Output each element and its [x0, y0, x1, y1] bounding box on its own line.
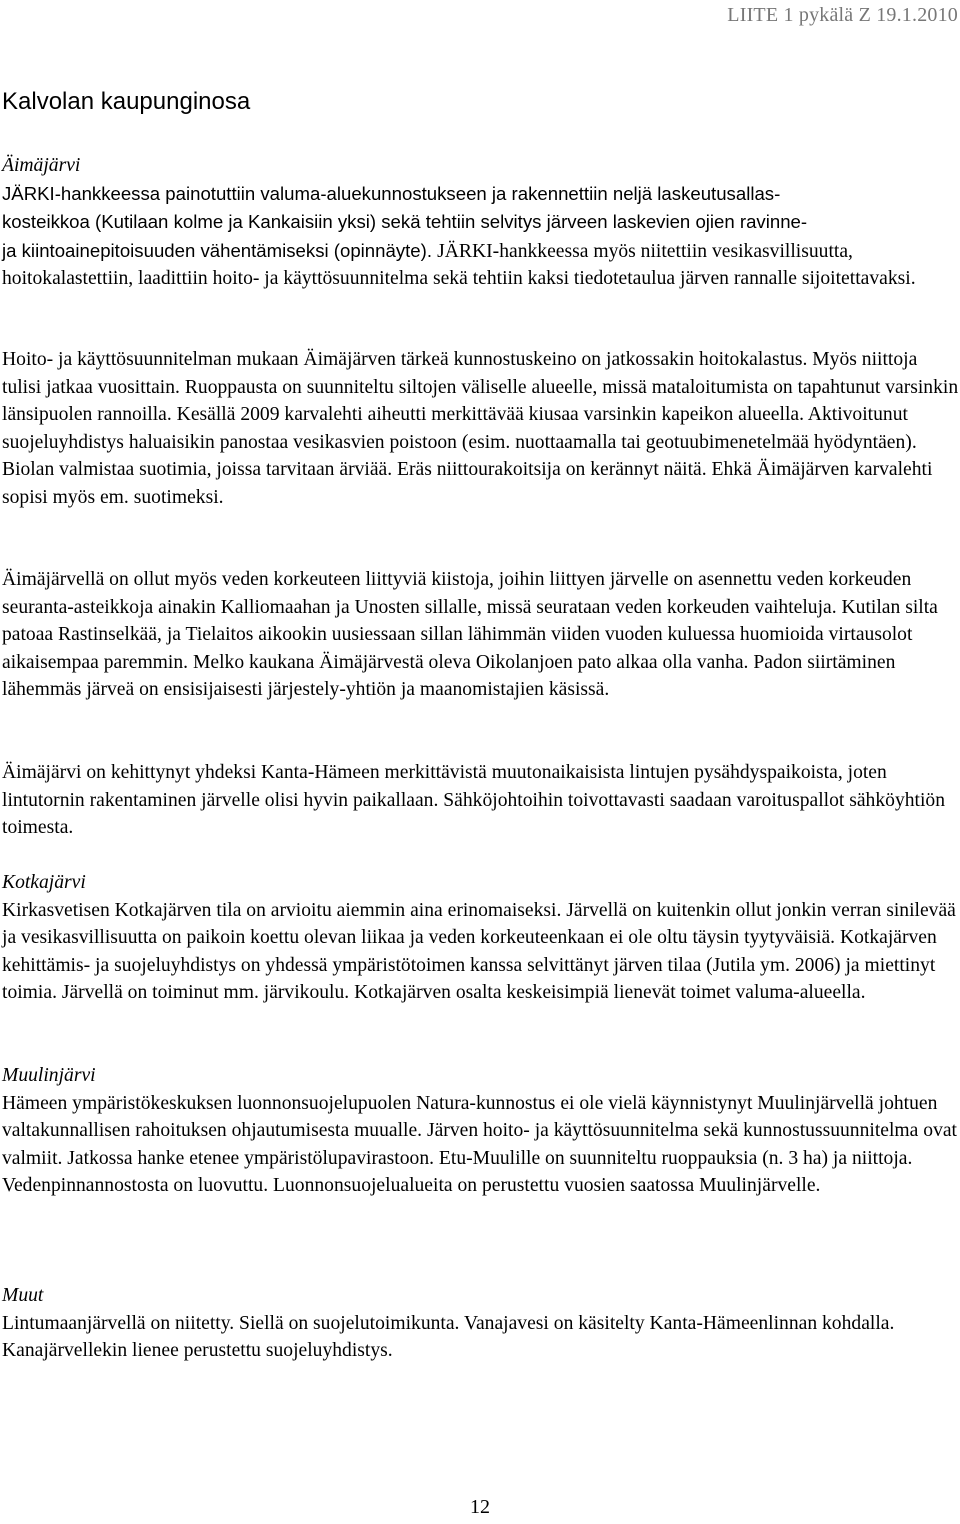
section-title-kotkajarvi: Kotkajärvi: [2, 872, 86, 893]
section-title-muulinjarvi: Muulinjärvi: [2, 1065, 96, 1086]
paragraph-muut: Lintumaanjärvellä on niitetty. Siellä on suojelutoimikunta. Vanajavesi on käsitelty Kanta-Hämeenlinnan kohdalla. Kanajärvellekin lienee perustettu suojeluyhdistys.: [2, 1312, 895, 1361]
section-muulinjarvi: [2, 1062, 960, 1200]
section-kotkajarvi: [2, 869, 960, 1007]
district-title: Kalvolan kaupunginosa: [2, 88, 251, 115]
paragraph-aimajarvi-3: Äimäjärvellä on ollut myös veden korkeuteen liittyviä kiistoja, joihin liittyen järvelle on asennettu veden korkeuden seuranta-asteikkoja ainakin Kalliomaahan ja Unosten sillalle, missä seurataan veden korkeuden vaihteluja. Kutilan silta patoaa Rastinselkää, ja Tielaitos aikookin uusiessaan sillan lähimmän viiden vuoden kuluessa huomioida virtausolot aikaisempaa paremmin. Melko kaukana Äimäjärvestä oleva Oikolanjoen pato alkaa olla vanha. Padon siirtäminen lähemmäs järveä on ensisijaisesti järjestely-yhtiön ja maanomistajien käsissä.: [2, 569, 938, 700]
paragraph-aimajarvi-4: Äimäjärvi on kehittynyt yhdeksi Kanta-Hämeen merkittävistä muutonaikaisista lintujen pysähdyspaikoista, joten lintutornin rakentaminen järvelle olisi hyvin paikallaan. Sähköjohtoihin toivottavasti saadaan varoituspallot sähköyhtiön toimesta.: [2, 762, 946, 838]
paragraph-sans-line: ja kiintoainepitoisuuden vähentämiseksi (opinnäyte).: [2, 239, 438, 261]
section-muut: [2, 1282, 960, 1365]
paragraph-sans-line: JÄRKI-hankkeessa painotuttiin valuma-aluekunnostukseen ja rakennettiin neljä laskeutusallas-: [2, 182, 781, 204]
paragraph-muulinjarvi: Hämeen ympäristökeskuksen luonnonsuojelupuolen Natura-kunnostus ei ole vielä käynnistynyt Muulinjärvellä johtuen valtakunnallisen rahoituksen ohjautumisesta muualle. Järven hoito- ja käyttösuunnitelma sekä kunnostussuunnitelma ovat valmiit. Jatkossa hanke etenee ympäristölupavirastoon. Etu-Muulille on suunniteltu ruoppauksia (n. 3 ha) ja niittoja. Vedenpinnannostosta on luovuttu. Luonnonsuojelualueita on perustettu vuosien saatossa Muulinjärvelle.: [2, 1092, 958, 1196]
page-number: 12: [470, 1496, 490, 1518]
section-title-aimajarvi: Äimäjärvi: [2, 155, 81, 176]
paragraph-kotkajarvi: Kirkasvetisen Kotkajärven tila on arvioitu aiemmin aina erinomaiseksi. Järvellä on kuitenkin ollut jonkin verran sinilevää ja vesikasvillisuutta on paikoin koettu olevan liikaa ja veden korkeuteenkaan ei ole oltu täysin tyytyväisiä. Kotkajärven kehittämis- ja suojeluyhdistys on yhdessä ympäristötoimen kanssa selvittänyt järven tilaa (Jutila ym. 2006) ja miettinyt toimia. Järvellä on toiminut mm. järvikoulu. Kotkajärven osalta keskeisimpiä lienevät toimet valuma-alueella.: [2, 899, 956, 1003]
paragraph-serif-text: JÄRKI-hankkeessa myös niitettiin vesikasvillisuutta, hoitokalastettiin, laadittiin hoito- ja käyttösuunnitelma sekä tehtiin kaksi tiedotetaulua järven rannalle sijoitettavaksi.: [2, 240, 916, 289]
paragraph-aimajarvi-1: [2, 180, 960, 293]
attachment-reference: LIITE 1 pykälä Z 19.1.2010: [727, 4, 958, 26]
paragraph-sans-line: kosteikkoa (Kutilaan kolme ja Kankaisiin yksi) sekä tehtiin selvitys järveen laskevien ojien ravinne-: [2, 211, 808, 232]
section-title-muut: Muut: [2, 1285, 44, 1306]
section-aimajarvi: [2, 152, 960, 293]
paragraph-aimajarvi-2: Hoito- ja käyttösuunnitelman mukaan Äimäjärven tärkeä kunnostuskeino on jatkossakin hoitokalastus. Myös niittoja tulisi jatkaa vuosittain. Ruoppausta on suunniteltu siltojen väliselle alueelle, missä mataloitumista on tapahtunut varsinkin länsipuolen rannoilla. Kesällä 2009 karvalehti aiheutti merkittävää kiusaa varsinkin kapeikon alueella. Aktivoitunut suojeluyhdistys haluaisikin panostaa vesikasvien poistoon (esim. nuottaamalla tai geotuubimenetelmää hyödyntäen). Biolan valmistaa suotimia, joissa tarvitaan ärviää. Eräs niittourakoitsija on kerännyt näitä. Ehkä Äimäjärven karvalehti sopisi myös em. suotimeksi.: [2, 349, 959, 508]
